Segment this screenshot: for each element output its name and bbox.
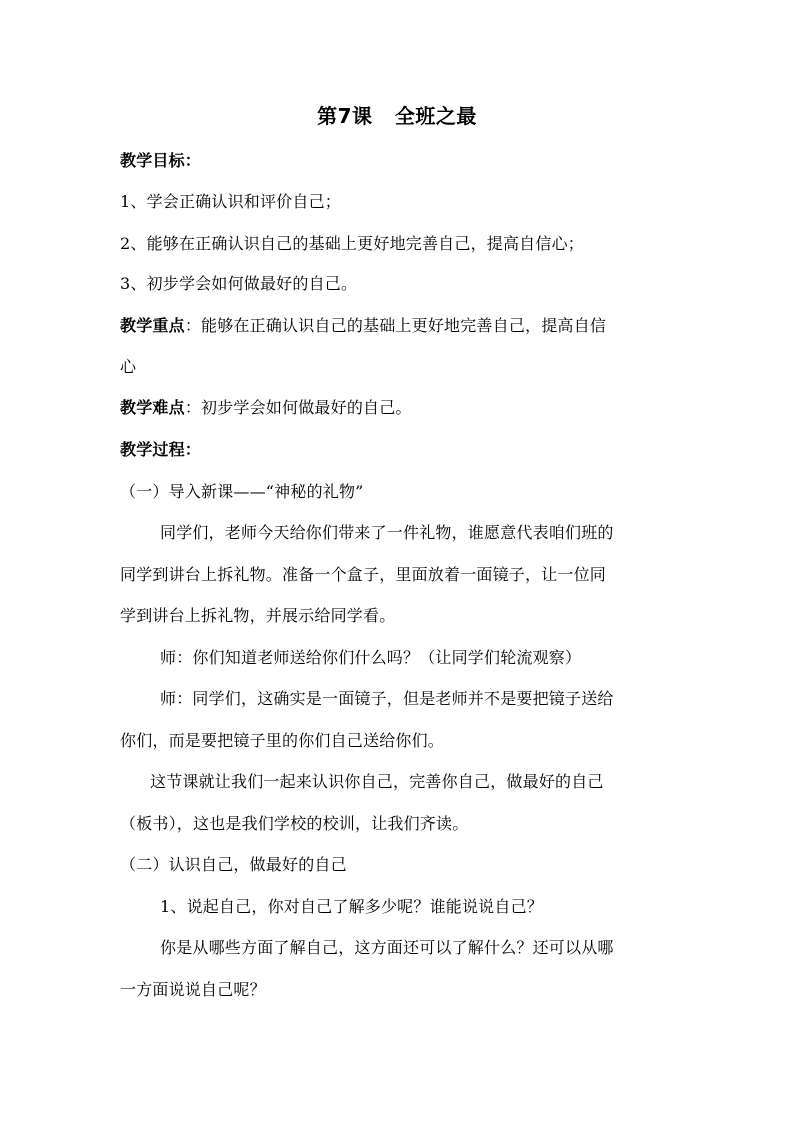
paragraph-5-line-1: 你是从哪些方面了解自己，这方面还可以了解什么？还可以从哪 [160, 938, 614, 957]
difficult-point-line [120, 397, 680, 419]
key-point-text: ：能够在正确认识自己的基础上更好地完善自己，提高自信 [184, 316, 607, 335]
process-heading: 教学过程： [120, 440, 202, 459]
key-point-line-2: 心 [120, 357, 137, 376]
paragraph-2: 师：你们知道老师送给你们什么吗？（让同学们轮流观察） [160, 648, 582, 667]
key-point-label: 教学重点 [120, 316, 185, 335]
paragraph-3-line-1: 师：同学们，这确实是一面镜子，但是老师并不是要把镜子送给 [160, 689, 614, 708]
paragraph-1-line-2: 同学到讲台上拆礼物。准备一个盒子，里面放着一面镜子，让一位同 [120, 565, 607, 584]
section-1-title: （一）导入新课——“神秘的礼物” [120, 482, 364, 501]
objectives-heading: 教学目标： [120, 151, 202, 170]
lesson-title: 第7课 全班之最 [317, 104, 477, 128]
paragraph-5-line-2: 一方面说说自己呢？ [120, 980, 266, 999]
objective-item-2: 2、能够在正确认识自己的基础上更好地完善自己，提高自信心； [120, 234, 584, 253]
key-point-line-1 [120, 315, 680, 337]
objective-item-3: 3、初步学会如何做最好的自己。 [120, 274, 358, 293]
section-2-title: （二）认识自己，做最好的自己 [120, 855, 347, 874]
difficult-point-label: 教学难点 [120, 398, 185, 417]
objective-item-1: 1、学会正确认识和评价自己； [120, 192, 341, 211]
paragraph-3-line-2: 你们，而是要把镜子里的你们自己送给你们。 [120, 731, 445, 750]
question-1: 1、说起自己，你对自己了解多少呢？谁能说说自己？ [160, 897, 543, 916]
paragraph-1-line-1: 同学们，老师今天给你们带来了一件礼物，谁愿意代表咱们班的 [160, 523, 614, 542]
paragraph-1-line-3: 学到讲台上拆礼物，并展示给同学看。 [120, 606, 396, 625]
paragraph-4-line-2: （板书），这也是我们学校的校训，让我们齐读。 [120, 814, 469, 833]
paragraph-4-line-1: 这节课就让我们一起来认识你自己，完善你自己，做最好的自己 [150, 772, 604, 791]
difficult-point-text: ：初步学会如何做最好的自己。 [184, 398, 412, 417]
